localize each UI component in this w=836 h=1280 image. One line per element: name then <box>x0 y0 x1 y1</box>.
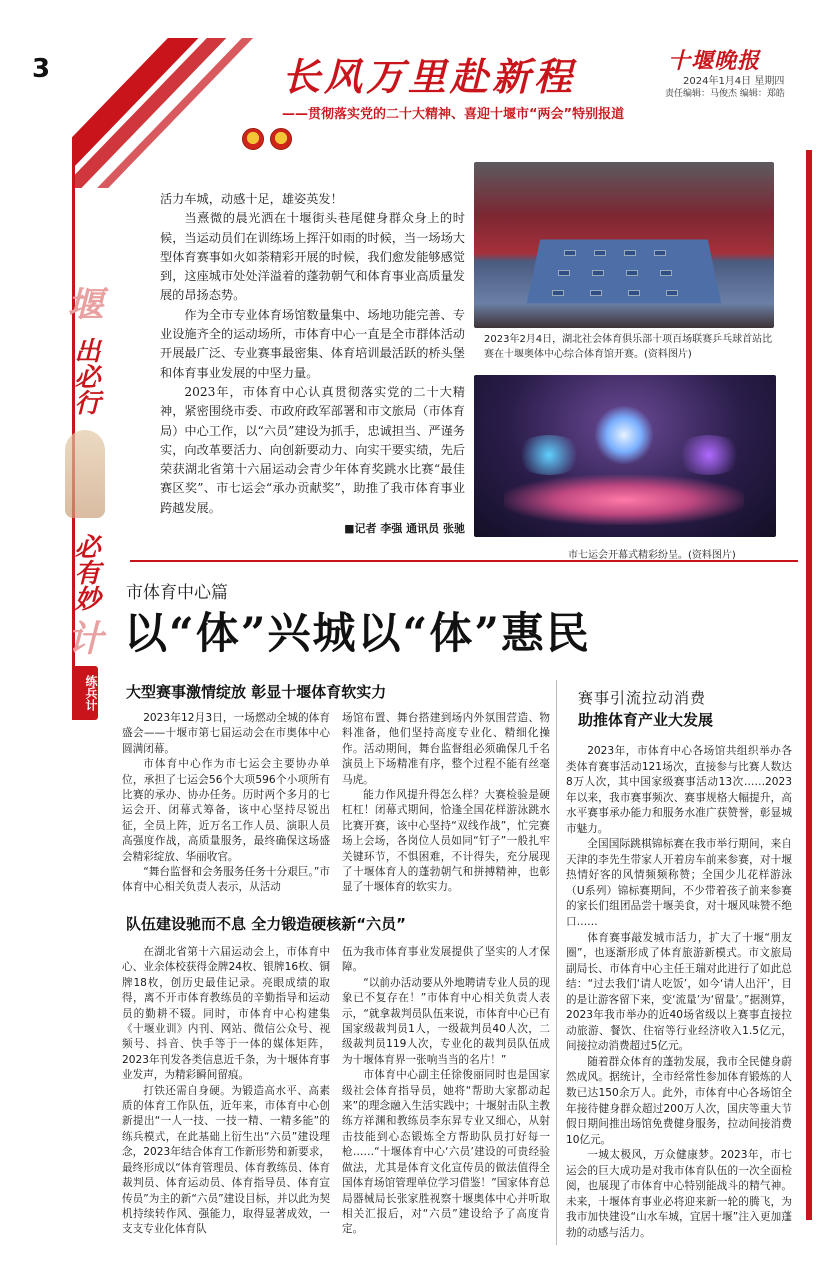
paragraph: 2023年，市体育中心各场馆共组织举办各类体育赛事活动121场次，直接参与比赛人数达8万人次，其中国家级赛事活动13次……2023年以来，我市赛事频次、赛事规格大幅提升，高水平赛事承办能力和服务水准广获赞誉，彰显城市魅力。 <box>566 745 792 835</box>
side-top-char: 堰 <box>66 284 103 326</box>
page-number: 3 <box>32 54 51 84</box>
paragraph: 随着群众体育的蓬勃发展，我市全民健身蔚然成风。据统计，全市经常性参加体育锻炼的人数已达150余万人。此外，市体育中心各场馆全年接待健身群众超过200万人次，国庆等重大节假日期间推出场馆免费健身服务，拉动间接消费10亿元。 <box>566 1055 792 1146</box>
lead-paragraph: 活力车城，动感十足，雄姿英发！ <box>160 192 343 206</box>
paragraph: 能力作风提升得怎么样？大赛检验是硬杠杠！闭幕式期间，恰逢全国花样游泳跳水比赛开赛，该中心坚持“双线作战”，忙完赛场上会场，各岗位人员如同“钉子”一般扎牢关键环节，不惧困难，不计得失，充分展现了十堰体育人的蓬勃朝气和拼搏精神，也彰显了十堰体育的软实力。 <box>342 789 550 894</box>
paragraph: 伍为我市体育事业发展提供了坚实的人才保障。 <box>342 946 550 974</box>
paragraph: 场馆布置、舞台搭建到场内外氛围营造、物料准备，他们坚持高度专业化、精细化操作。活动期间，舞台监督组必须确保几千名演员上下场精准有序，整个过程不能有丝毫马虎。 <box>342 712 550 786</box>
paragraph: 体育赛事敲发城市活力，扩大了十堰“朋友圈”，也逐渐形成了体育旅游新模式。市文旅局副局长、市体育中心主任王瑞对此进行了如此总结：“过去我们‘请人吃饭’，如今‘请人出汗’，目的是让游客留下来，变‘流量’为‘留量’。”据测算，2023年我市举办的近40场省级以上赛事直接拉动旅游、餐饮、住宿等行业经济收入1.5亿元，间接拉动消费超过5亿元。 <box>566 931 792 1053</box>
photo1-caption: 2023年2月4日，湖北社会体育俱乐部十项百场联赛乒乓球首站比赛在十堰奥体中心综合体育馆开赛。(资料图片) <box>484 334 773 360</box>
cppcc-emblem-icon <box>270 128 292 150</box>
section1-column-1 <box>122 711 330 896</box>
paragraph: 2023年12月3日，一场燃动全城的体育盛会——十堰市第七届运动会在市奥体中心圆满闭幕。 <box>122 712 330 755</box>
party-emblem-icon <box>242 128 264 150</box>
lead-paragraph: 2023年，市体育中心认真贯彻落实党的二十大精神，紧密围绕市委、市政府政军部署和市文旅局（市体育局）中心工作，以“六员”建设为抓手，忠诚担当、严谨务实，向改革要活力、向创新要动力、向实干要实绩，先后荣获湖北省第十六届运动会青少年体育奖跳水比赛“最佳赛区奖”、市七运会“承办贡献奖”，助推了我市体育事业跨越发展。 <box>160 384 465 515</box>
emblems <box>242 128 292 150</box>
section3-heading-b: 助推体育产业大发展 <box>578 711 714 729</box>
lead-article <box>160 190 465 536</box>
paragraph: 打铁还需自身硬。为锻造高水平、高素质的体育工作队伍，近年来，市体育中心创新提出“一人一技、一技一精、一精多能”的练兵模式，在此基础上衍生出“六员”建设理念，2023年结合体育工作新形势和新要求，最终形成以“体育管理员、体育教练员、体育裁判员、体育运动员、体育指导员、体育宣传员”为主的新“六员”建设目标，并以此为契机持续转作风、强能力，取得显著成效，一支支专业化体育队 <box>122 1084 330 1236</box>
column-divider <box>556 680 557 1245</box>
frame-right <box>806 150 812 1220</box>
paragraph: 全国国际跳棋锦标赛在我市举行期间，来自天津的李先生带家人开着房车前来参赛，对十堰热情好客的风情频频称赞；全国少儿花样游泳（U系列）锦标赛期间，不少带着孩子前来参赛的家长们组团品尝十堰美食，对十堰风味赞不绝口…… <box>566 838 792 929</box>
photo2-caption: 市七运会开幕式精彩纷呈。(资料图片) <box>568 550 736 561</box>
paragraph: 一城太极风，万众健康梦。2023年，市七运会的巨大成功是对我市体育队伍的一次全面检阅，也展现了市体育中心特别能战斗的精气神。未来，十堰体育事业必将迎来新一轮的腾飞，为我市加快建设“山水车城，宜居十堰”注入更加蓬勃的动感与活力。 <box>566 1149 792 1239</box>
section1-heading: 大型赛事激情绽放 彰显十堰体育软实力 <box>126 683 387 701</box>
figure-illustration <box>65 430 105 518</box>
section2-column-2 <box>342 945 550 1238</box>
lead-paragraph: 当熹微的晨光洒在十堰街头巷尾健身群众身上的时候，当运动员们在训练场上挥汗如雨的时候，当一场场大型体育赛事如火如荼精彩开展的时候，我们愈发能够感觉到，这座城市处处洋溢着的蓬勃朝气和体育事业高质量发展的昂扬态势。 <box>160 211 465 303</box>
paper-date: 2024年1月4日 星期四 <box>683 76 785 87</box>
section3-heading-a: 赛事引流拉动消费 <box>578 689 707 707</box>
lead-paragraph: 作为全市专业体育场馆数量集中、场地功能完善、专业设施齐全的运动场所，市体育中心一直是全市群体活动开展最广泛、专业赛事最密集、体育培训最活跃的桥头堡和体育事业发展的中坚力量。 <box>160 307 465 380</box>
side-line-2: 必有妙 <box>70 533 100 611</box>
photo-opening-ceremony <box>474 375 776 537</box>
paragraph: 市体育中心副主任徐俊丽同时也是国家级社会体育指导员，她将“帮助大家都动起来”的理念融入生活实践中；十堰射击队主教练方祥渊和教练员李东昇专业又细心，从射击技能到心态锻炼全方帮助队员打好每一枪……“十堰体育中心‘六员’建设的可贵经验做法，尤其是体育文化宣传员的做法值得全国体育场馆管理单位学习借鉴！”国家体育总局器械局长张家胜视察十堰奥体中心并听取相关汇报后，对“六员”建设给予了高度肯定。 <box>342 1069 550 1236</box>
side-line-1: 出必行 <box>70 337 100 415</box>
paragraph: 市体育中心作为市七运会主要协办单位，承担了七运会56个大项596个小项所有比赛的承办、协办任务。历时两个多月的七运会开、闭幕式筹备，该中心坚持尽锐出征，全员上阵，近万名工作人员、演职人员高强度作战，高质量服务，最终确保这场盛会精彩绽放、华丽收官。 <box>122 758 330 863</box>
byline: ■记者 李强 通讯员 张驰 <box>344 522 465 536</box>
main-headline: 以“体”兴城以“体”惠民 <box>124 609 591 659</box>
paragraph: “以前办活动要从外地聘请专业人员的现象已不复存在！”市体育中心相关负责人表示，“就拿裁判员队伍来说，市体育中心已有国家级裁判员1人，一级裁判员40人次，二级裁判员119人次，专业化的裁判员队伍成为十堰体育界一张响当当的名片！” <box>342 976 550 1066</box>
paragraph: 在湖北省第十六届运动会上，市体育中心、业余体校获得金牌24枚、银牌16枚、铜牌18枚，创历史最佳记录。亮眼成绩的取得，离不开市体育教练员的辛勤指导和运动员的勤耕不辍。同时，市体育中心构建集《十堰业训》内刊、网站、微信公众号、视频号、抖音、快手等于一体的媒体矩阵，2023年刊发各类信息近千条，为十堰体育事业发声，为精彩瞬间留痕。 <box>122 946 330 1082</box>
banner-title: 长风万里赴新程 <box>282 54 577 99</box>
paper-logo: 十堰晚报 <box>668 48 761 74</box>
side-seal: 练兵计 <box>72 666 98 720</box>
side-column <box>50 286 120 720</box>
paper-editors: 责任编辑：马俊杰 编辑：郑皓 <box>665 89 785 99</box>
paragraph: “舞台监督和会务服务任务十分艰巨。”市体育中心相关负责人表示，从活动 <box>122 866 330 894</box>
section-kicker: 市体育中心篇 <box>126 583 228 603</box>
photo-table-tennis-arena <box>474 162 774 328</box>
section3-column <box>566 744 792 1242</box>
banner-subtitle: ——贯彻落实党的二十大精神、喜迎十堰市“两会”特别报道 <box>282 107 625 122</box>
section2-column-1 <box>122 945 330 1238</box>
section2-heading: 队伍建设驰而不息 全力锻造硬核新“六员” <box>126 915 406 933</box>
section1-column-2 <box>342 711 550 896</box>
side-bottom-char: 计 <box>66 618 103 660</box>
